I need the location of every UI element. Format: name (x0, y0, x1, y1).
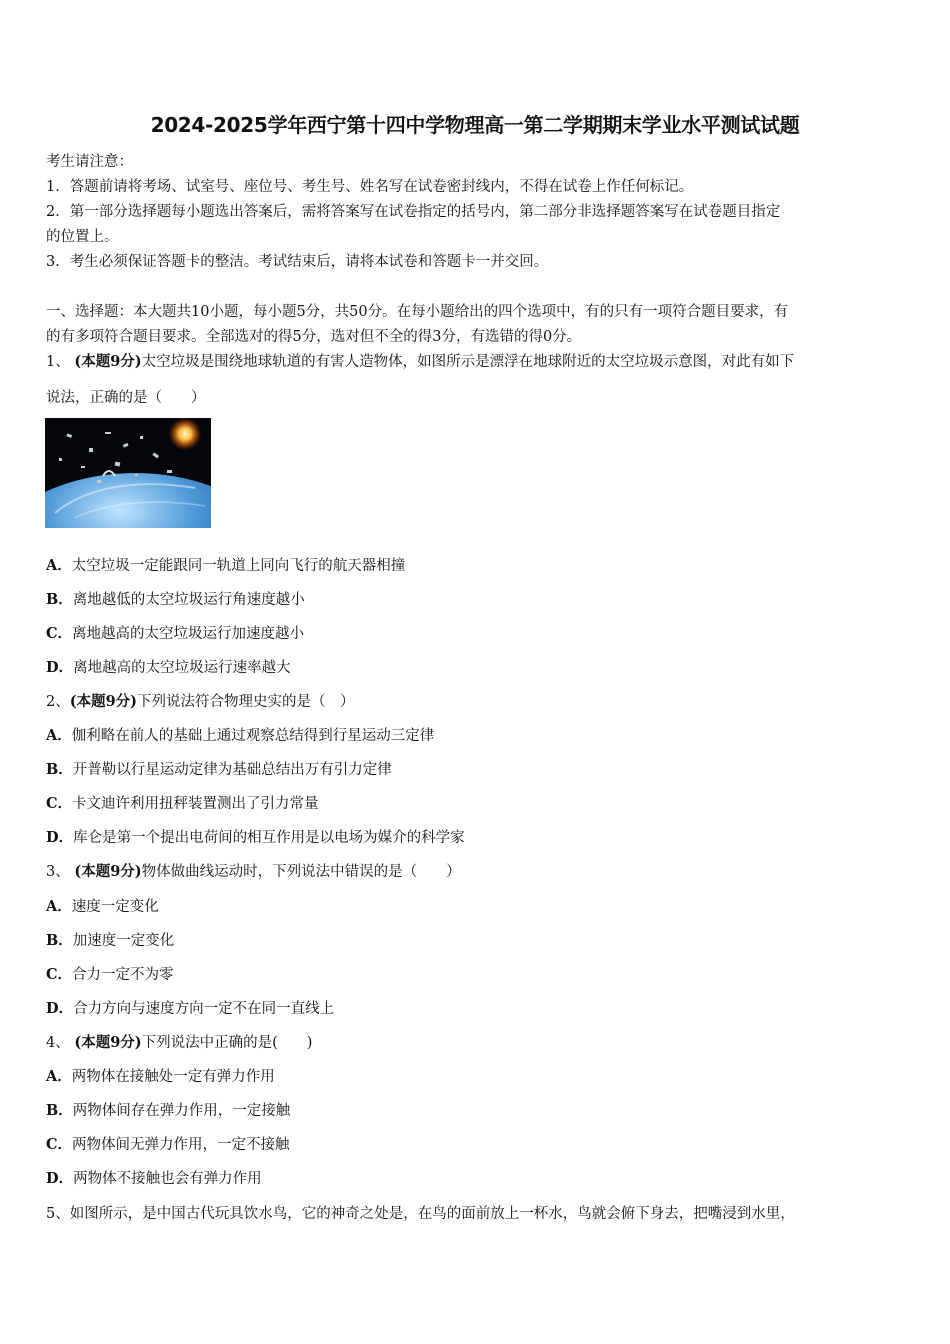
option-text: 两物体不接触也会有弹力作用 (73, 1171, 262, 1187)
question-2-option-c[interactable] (46, 794, 319, 814)
option-text: 两物体间无弹力作用，一定不接触 (72, 1137, 290, 1153)
question-text: 下列说法中正确的是( ) (141, 1035, 313, 1051)
option-label: A． (46, 898, 72, 915)
option-text: 卡文迪许利用扭秤装置测出了引力常量 (72, 796, 319, 812)
option-text: 离地越低的太空垃圾运行角速度越小 (72, 592, 305, 608)
question-text: 下列说法符合物理史实的是（ ） (137, 694, 355, 710)
notice-item-1: 1．答题前请将考场、试室号、座位号、考生号、姓名写在试卷密封线内，不得在试卷上作任何标记。 (46, 179, 694, 195)
option-text: 速度一定变化 (71, 899, 159, 915)
exam-title: 2024-2025学年西宁第十四中学物理高一第二学期期末学业水平测试试题 (150, 113, 800, 137)
option-label: B． (46, 591, 73, 608)
question-score: (本题9分) (74, 1034, 142, 1051)
question-2-stem (46, 692, 355, 712)
question-1-stem (46, 352, 794, 372)
notice-item-2-cont: 的位置上。 (46, 229, 119, 245)
question-4-option-b[interactable] (46, 1101, 290, 1121)
question-number: 2、 (46, 694, 70, 710)
option-text: 库仑是第一个提出电荷间的相互作用是以电场为媒介的科学家 (73, 830, 465, 846)
question-1-option-b[interactable] (46, 590, 305, 610)
option-text: 合力一定不为零 (72, 967, 174, 983)
section-instructions-line2: 的有多项符合题目要求。全部选对的得5分，选对但不全的得3分，有选错的得0分。 (46, 329, 582, 345)
option-label: B． (46, 761, 73, 778)
option-text: 离地越高的太空垃圾运行速率越大 (73, 660, 291, 676)
notice-heading: 考生请注意： (46, 154, 133, 170)
question-3-option-b[interactable] (46, 931, 174, 951)
option-label: A． (46, 727, 72, 744)
question-number: 3、 (46, 864, 70, 880)
option-text: 太空垃圾一定能跟同一轨道上同向飞行的航天器相撞 (71, 558, 406, 574)
question-1-option-d[interactable] (46, 658, 291, 678)
option-label: D． (46, 829, 74, 846)
question-2-option-d[interactable] (46, 828, 465, 848)
option-label: A． (46, 1068, 72, 1085)
space-debris-image (45, 418, 211, 528)
question-3-option-c[interactable] (46, 965, 174, 985)
option-text: 离地越高的太空垃圾运行加速度越小 (72, 626, 305, 642)
question-text: 如图所示，是中国古代玩具饮水鸟，它的神奇之处是，在鸟的面前放上一杯水，鸟就会俯下身去，把嘴浸到水里， (69, 1206, 795, 1222)
question-5-stem (46, 1204, 795, 1224)
question-score: (本题9分) (69, 693, 138, 710)
question-text: 物体做曲线运动时，下列说法中错误的是（ ） (141, 864, 461, 880)
option-label: C． (46, 1136, 73, 1153)
option-label: C． (46, 625, 73, 642)
question-4-option-c[interactable] (46, 1135, 290, 1155)
question-1-stem-cont: 说法，正确的是（ ） (46, 390, 206, 406)
option-label: D． (46, 1000, 74, 1017)
question-1-option-a[interactable] (46, 556, 405, 576)
question-number: 4、 (46, 1035, 70, 1051)
option-label: B． (46, 1102, 73, 1119)
option-label: B． (46, 932, 73, 949)
option-text: 伽利略在前人的基础上通过观察总结得到行星运动三定律 (71, 728, 435, 744)
question-3-stem (46, 862, 461, 882)
question-2-option-a[interactable] (46, 726, 434, 746)
question-4-stem (46, 1033, 312, 1053)
section-instructions-line1: 一、选择题：本大题共10小题，每小题5分，共50分。在每小题给出的四个选项中，有的只有一项符合题目要求，有 (46, 304, 789, 320)
option-text: 两物体间存在弹力作用，一定接触 (72, 1103, 291, 1119)
notice-item-2: 2．第一部分选择题每小题选出答案后，需将答案写在试卷指定的括号内，第二部分非选择题答案写在试卷题目指定 (46, 204, 781, 220)
option-text: 开普勒以行星运动定律为基础总结出万有引力定律 (72, 762, 392, 778)
question-3-option-a[interactable] (46, 897, 159, 917)
option-label: D． (46, 1170, 74, 1187)
option-text: 合力方向与速度方向一定不在同一直线上 (73, 1001, 335, 1017)
option-label: A． (46, 557, 72, 574)
question-text: 太空垃圾是围绕地球轨道的有害人造物体，如图所示是漂浮在地球附近的太空垃圾示意图，对此有如下 (141, 354, 795, 370)
question-2-option-b[interactable] (46, 760, 392, 780)
question-number: 5、 (46, 1206, 70, 1222)
option-label: D． (46, 659, 74, 676)
question-score: (本题9分) (74, 863, 142, 880)
question-4-option-a[interactable] (46, 1067, 275, 1087)
option-label: C． (46, 966, 73, 983)
option-text: 两物体在接触处一定有弹力作用 (71, 1069, 275, 1085)
option-text: 加速度一定变化 (72, 933, 175, 949)
question-4-option-d[interactable] (46, 1169, 262, 1189)
question-number: 1、 (46, 354, 70, 370)
question-1-option-c[interactable] (46, 624, 304, 644)
notice-item-3: 3．考生必须保证答题卡的整洁。考试结束后，请将本试卷和答题卡一并交回。 (46, 254, 549, 270)
question-3-option-d[interactable] (46, 999, 334, 1019)
option-label: C． (46, 795, 73, 812)
question-score: (本题9分) (74, 353, 142, 370)
